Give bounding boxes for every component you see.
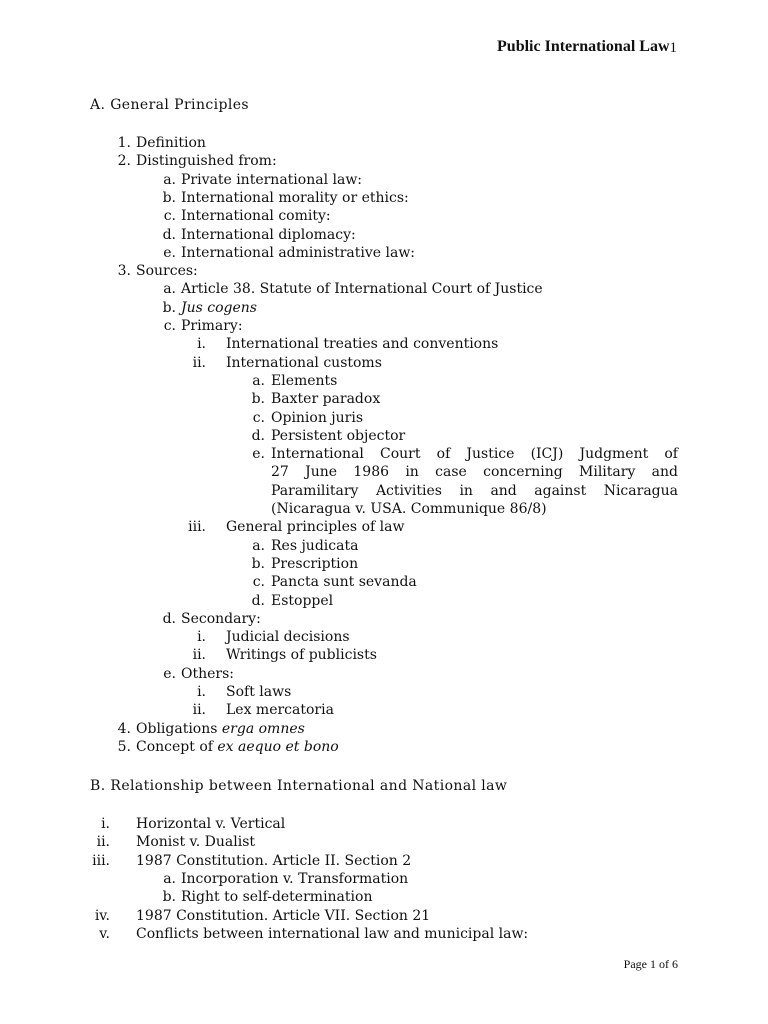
outline-text [226,354,382,372]
outline-text [271,500,547,518]
outline-text-main: Definition [136,135,206,151]
outline-text-main: International Court of Justice (ICJ) Judgment of [271,446,678,463]
outline-text-main: Private international law: [181,171,363,188]
outline-item [0,207,768,225]
outline-marker: b. [251,391,265,408]
outline-text [136,720,305,738]
outline-text-main: Concept of [136,738,218,755]
outline-text [226,335,498,353]
outline-text [271,427,405,445]
outline-item [0,317,768,335]
outline-item [0,720,768,738]
outline-text [181,280,543,298]
outline-marker: b. [251,555,265,572]
outline-text-main: International comity: [181,208,331,225]
outline-text-main: International treaties and conventions [226,336,499,353]
outline-text-main: 1987 Constitution. Article VII. Section 21 [136,907,431,924]
outline-text [181,870,408,888]
outline-text-main: Paramilitary Activities in and against Nicaragua [271,482,678,499]
outline-text-main: International morality or ethics: [181,189,409,206]
outline-item [0,555,768,573]
outline-item [0,463,768,481]
outline-marker: d. [162,610,176,627]
outline-text-main: 27 June 1986 in case concerning Military and [271,464,678,481]
outline-item [0,244,768,262]
outline-text-main: Elements [271,372,338,389]
outline-marker: e. [163,665,176,682]
outline-item [0,409,768,427]
outline-text-main: Monist v. Dualist [136,834,256,851]
outline-marker: a. [163,870,176,887]
outline-text-main: Judicial decisions [226,629,350,646]
outline-text [136,134,206,152]
page-footer: Page 1 of 6 [623,957,678,971]
outline-item [0,280,768,298]
section-b-heading: B. Relationship between International and National law [90,778,508,794]
outline-text [271,390,380,408]
running-header [497,38,677,57]
outline-marker: d. [251,592,265,609]
outline-text-main: Res judicata [271,537,359,554]
outline-text-main: Writings of publicists [226,647,377,664]
outline-item [0,372,768,390]
outline-text [136,852,411,870]
outline-text [181,207,331,225]
outline-item [0,907,768,925]
outline-item [0,852,768,870]
outline-marker: i. [197,684,206,700]
outline-text-main: Pancta sunt sevanda [271,574,417,591]
outline-marker: 5. [117,738,131,755]
outline-marker: d. [162,226,176,243]
outline-marker: a. [252,537,265,554]
outline-item [0,518,768,536]
outline-text-main: Obligations [136,720,222,737]
outline-marker: iii. [92,852,110,869]
outline-text [136,262,198,280]
outline-text [136,738,339,756]
outline-item [0,500,768,518]
header-title: Public International Law [497,38,670,55]
outline-marker: a. [163,171,176,188]
outline-text [271,555,358,573]
outline-marker: 4. [117,720,131,737]
outline-text-main: International diplomacy: [181,226,356,243]
outline-marker: e. [252,446,265,463]
outline-text-italic: ex aequo et bono [217,738,339,755]
outline-item [0,427,768,445]
outline-marker: b. [162,299,176,316]
outline-text [136,907,430,925]
outline-item [0,925,768,943]
outline-text [226,628,350,646]
outline-item [0,262,768,280]
outline-marker: ii. [192,354,206,371]
outline-marker: c. [252,409,265,426]
outline-text [181,665,234,683]
outline-marker: c. [252,574,265,591]
outline-marker: i. [197,629,206,646]
outline-text [271,592,333,610]
outline-text [226,701,334,719]
outline-text [226,646,377,664]
outline-text [271,409,363,427]
outline-item [0,610,768,628]
outline-item [0,628,768,646]
outline-text [181,189,409,207]
outline-item [0,335,768,353]
outline-marker: iii. [188,519,206,536]
outline-text-main: (Nicaragua v. USA. Communique 86/8) [271,501,547,517]
outline-item [0,573,768,591]
outline-item [0,815,768,833]
outline-item [0,189,768,207]
outline-marker: 3. [117,263,131,280]
section-a-heading: A. General Principles [90,97,249,113]
outline-marker: 1. [117,135,131,151]
outline-item [0,738,768,756]
outline-marker: i. [101,816,110,832]
outline-item [0,870,768,888]
outline-text [271,463,678,481]
outline-item [0,152,768,170]
outline-item [0,354,768,372]
outline-text-main: Article 38. Statute of International Court of Justice [181,281,543,298]
outline-marker: d. [251,427,265,444]
outline-item [0,701,768,719]
outline-marker: iv. [94,907,110,924]
outline-text [271,573,417,591]
outline-text-main: General principles of law [226,519,405,536]
outline-marker: c. [163,208,176,225]
outline-text-main: Right to self-determination [181,889,373,906]
outline-text-main: Others: [181,665,234,682]
outline-marker: i. [197,336,206,353]
outline-marker: c. [163,318,176,334]
outline-item [0,592,768,610]
outline-item [0,482,768,500]
outline-text [136,152,277,170]
outline-text [271,537,358,555]
outline-text [136,925,528,943]
outline-item [0,683,768,701]
outline-item [0,390,768,408]
outline-text [181,317,243,335]
outline-text-main: Lex mercatoria [226,702,334,719]
outline-item [0,171,768,189]
outline-text-main: Conflicts between international law and municipal law: [136,925,529,942]
outline-marker: v. [99,925,110,942]
header-superscript: 1 [669,40,677,56]
outline-text-main: Sources: [136,263,198,280]
outline-text [181,226,356,244]
outline-item [0,888,768,906]
outline-text [271,445,678,463]
outline-text [136,833,255,851]
outline-text [181,299,257,317]
outline-text-main: Opinion juris [271,409,364,426]
outline-item [0,299,768,317]
outline-item [0,646,768,664]
outline-text-italic: erga omnes [221,720,305,737]
outline-text-main: Estoppel [271,592,334,609]
outline-item [0,665,768,683]
outline-marker: a. [163,281,176,298]
outline-item [0,537,768,555]
outline-text [271,482,678,500]
outline-text [226,518,404,536]
outline-text-main: Prescription [271,555,359,572]
outline-text [271,372,337,390]
outline-text [226,683,291,701]
outline-text-main: Persistent objector [271,427,406,444]
outline-marker: e. [163,244,176,261]
outline-marker: b. [162,189,176,206]
outline-text [136,815,285,833]
outline-text [181,244,415,262]
outline-text [181,171,362,189]
outline-text-main: Incorporation v. Transformation [181,870,409,887]
outline-text-main: Baxter paradox [271,391,381,408]
outline-marker: ii. [192,647,206,664]
outline-marker: a. [252,372,265,389]
outline-text-main: Secondary: [181,610,261,627]
outline-text-main: International customs [226,354,382,371]
outline-item [0,833,768,851]
outline-text [181,610,261,628]
outline-text-main: Horizontal v. Vertical [136,816,286,832]
outline-text-main: Jus cogens [181,299,257,316]
outline-marker: b. [162,889,176,906]
outline-text-main: International administrative law: [181,244,416,261]
outline-item [0,134,768,152]
outline-text [181,888,372,906]
outline-item [0,226,768,244]
outline-marker: ii. [192,702,206,719]
outline-text-main: Distinguished from: [136,153,277,170]
outline-text-main: 1987 Constitution. Article II. Section 2 [136,852,412,869]
outline-item [0,445,768,463]
outline-text-main: Soft laws [226,684,292,700]
outline-marker: ii. [96,834,110,851]
outline-marker: 2. [117,153,131,170]
outline-text-main: Primary: [181,318,243,334]
